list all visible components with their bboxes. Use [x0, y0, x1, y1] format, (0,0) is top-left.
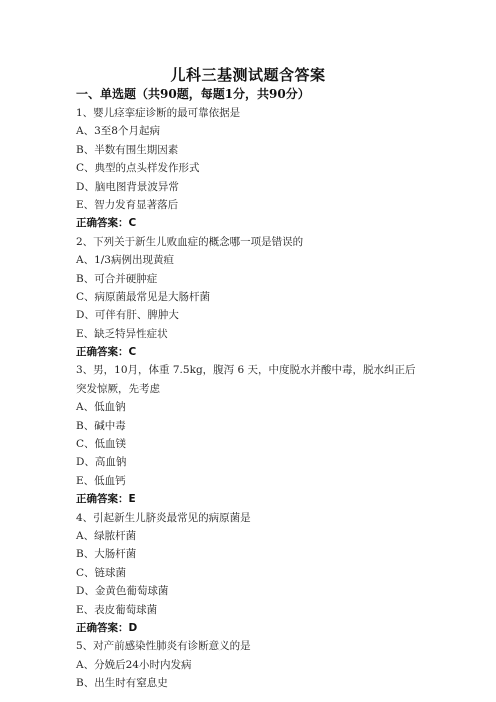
option-d: D、脑电图背景波异常 [76, 180, 179, 193]
question-stem: 3、男，10月，体重 7.5kg，腹泻 6 天，中度脱水并酸中毒，脱水纠正后 [76, 364, 416, 377]
option-b: B、碱中毒 [76, 419, 126, 432]
option-c: C、典型的点头样发作形式 [76, 162, 200, 175]
correct-answer: 正确答案：C [76, 217, 137, 230]
option-b: B、半数有围生期因素 [76, 143, 179, 156]
correct-answer: 正确答案：E [76, 493, 136, 506]
question-stem: 1、婴儿痉挛症诊断的最可靠依据是 [76, 107, 241, 119]
option-e: E、缺乏特异性症状 [76, 327, 168, 340]
question-stem: 5、对产前感染性肺炎有诊断意义的是 [76, 640, 251, 653]
document-title: 儿科三基测试题含答案 [170, 66, 326, 84]
correct-answer: 正确答案：C [76, 346, 137, 359]
option-d: D、可伴有肝、脾肿大 [76, 309, 179, 322]
question-list [76, 104, 436, 693]
option-d: D、高血钠 [76, 456, 127, 469]
option-d: D、金黄色葡萄球菌 [76, 585, 169, 598]
option-a: A、1/3病例出现黄疸 [76, 254, 174, 267]
option-a: A、低血钠 [76, 401, 126, 414]
option-a: A、分娩后24小时内发病 [76, 658, 192, 671]
option-e: E、低血钙 [76, 474, 126, 487]
option-b: B、大肠杆菌 [76, 548, 137, 561]
option-c: C、低血镁 [76, 438, 127, 451]
option-a: A、绿脓杆菌 [76, 529, 137, 542]
option-e: E、表皮葡萄球菌 [76, 603, 158, 616]
correct-answer: 正确答案：D [76, 621, 138, 634]
option-b: B、可合并硬肿症 [76, 272, 158, 285]
option-e: E、智力发育显著落后 [76, 198, 179, 211]
option-c: C、链球菌 [76, 566, 127, 579]
question-stem: 4、引起新生儿脐炎最常见的病原菌是 [76, 511, 251, 524]
section-heading: 一、单选题（共90题，每题1分，共90分） [76, 87, 310, 101]
option-c: C、病原菌最常见是大肠杆菌 [76, 290, 211, 303]
option-a: A、3至8个月起病 [76, 125, 160, 138]
option-b: B、出生时有窒息史 [76, 677, 168, 690]
question-stem-continued: 突发惊厥，先考虑 [76, 382, 160, 395]
question-stem: 2、下列关于新生儿败血症的概念哪一项是错误的 [76, 235, 304, 248]
